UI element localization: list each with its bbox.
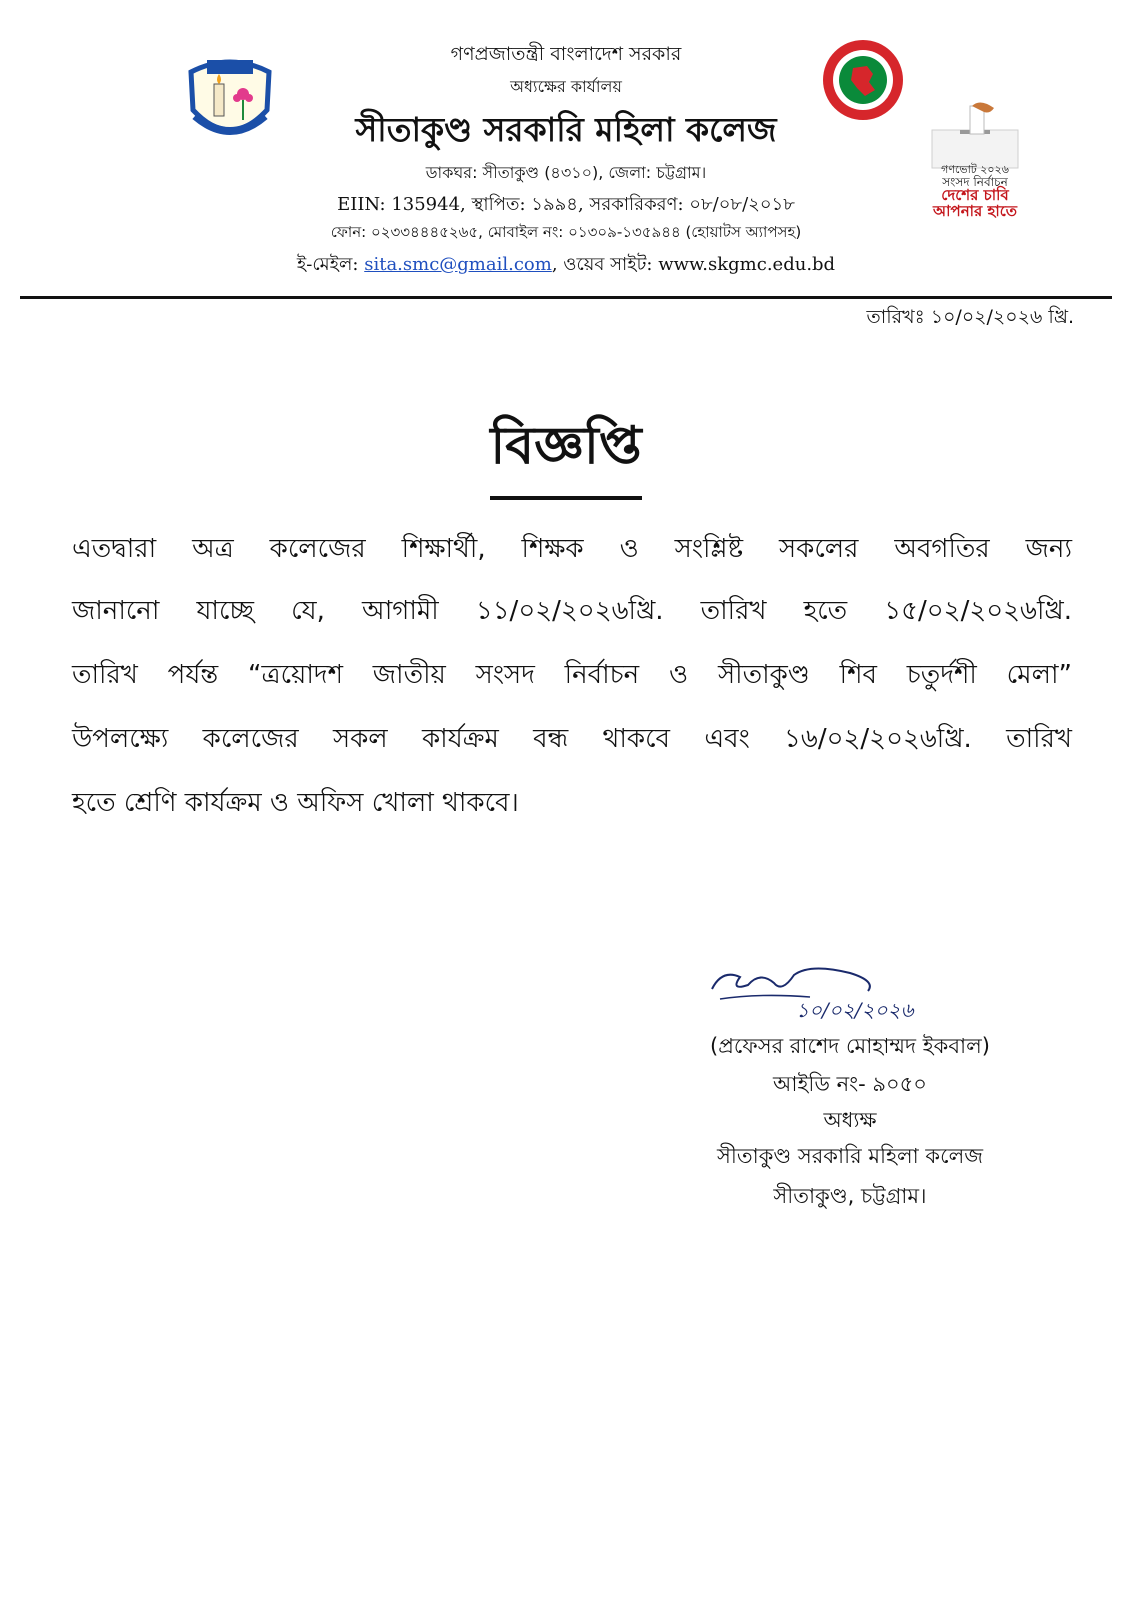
- signatory-location: সীতাকুণ্ড, চট্টগ্রাম।: [773, 1184, 927, 1208]
- postal-address: ডাকঘর: সীতাকুণ্ড (৪৩১০), জেলা: চট্টগ্রাম।: [425, 163, 707, 182]
- email-label: ই-মেইল:: [296, 254, 359, 275]
- notice-body-line: জানানো যাচ্ছে যে, আগামী ১১/০২/২০২৬খ্রি. তারিখ হতে ১৫/০২/২০২৬খ্রি.: [72, 596, 1072, 626]
- notice-body-line: হতে শ্রেণি কার্যক্রম ও অফিস খোলা থাকবে।: [72, 788, 519, 818]
- signatory-designation: অধ্যক্ষ: [823, 1108, 877, 1132]
- notice-title-wrap: [0, 405, 1132, 500]
- signatory-college: সীতাকুণ্ড সরকারি মহিলা কলেজ: [716, 1144, 984, 1168]
- slogan-line-4: আপনার হাতে: [933, 201, 1017, 220]
- college-name: সীতাকুণ্ড সরকারি মহিলা কলেজ: [355, 110, 777, 149]
- website-label: , ওয়েব সাইট:: [551, 254, 653, 275]
- handwritten-signature: [700, 963, 960, 1025]
- email-link[interactable]: sita.smc@gmail.com: [364, 254, 552, 275]
- government-heading: গণপ্রজাতন্ত্রী বাংলাদেশ সরকার: [450, 43, 682, 65]
- office-heading: অধ্যক্ষের কার্যালয়: [510, 77, 622, 96]
- contact-line: [0, 250, 1132, 281]
- notice-body-line: এতদ্বারা অত্র কলেজের শিক্ষার্থী, শিক্ষক ও সংশ্লিষ্ট সকলের অবগতির জন্য: [72, 534, 1072, 564]
- website-link[interactable]: www.skgmc.edu.bd: [658, 254, 836, 275]
- slogan-line-1: গণভোট ২০২৬: [941, 163, 1009, 176]
- header-divider: [20, 296, 1112, 299]
- signature-date: ১০/০২/২০২৬: [796, 998, 914, 1022]
- notice-date: তারিখঃ ১০/০২/২০২৬ খ্রি.: [866, 306, 1074, 328]
- phone-line: ফোন: ০২৩৩৪৪৪৫২৬৫, মোবাইল নং: ০১৩০৯-১৩৫৯৪৪ (হোয়াটস অ্যাপসহ): [330, 223, 802, 241]
- notice-title: বিজ্ঞপ্তি: [490, 405, 641, 500]
- notice-body-line: উপলক্ষ্যে কলেজের সকল কার্যক্রম বন্ধ থাকবে এবং ১৬/০২/২০২৬খ্রি. তারিখ: [72, 724, 1072, 754]
- signatory-id: আইডি নং- ৯০৫০: [773, 1072, 927, 1096]
- signatory-name: (প্রফেসর রাশেদ মোহাম্মদ ইকবাল): [710, 1034, 990, 1058]
- eiin-line: EIIN: 135944, স্থাপিত: ১৯৯৪, সরকারিকরণ: ০৮/০৮/২০১৮: [337, 194, 795, 215]
- slogan-line-3: দেশের চাবি: [941, 186, 1009, 205]
- notice-body-line: তারিখ পর্যন্ত “ত্রয়োদশ জাতীয় সংসদ নির্বাচন ও সীতাকুণ্ড শিব চতুর্দশী মেলা”: [72, 660, 1072, 690]
- slogan-line-2: সংসদ নির্বাচন: [942, 174, 1008, 189]
